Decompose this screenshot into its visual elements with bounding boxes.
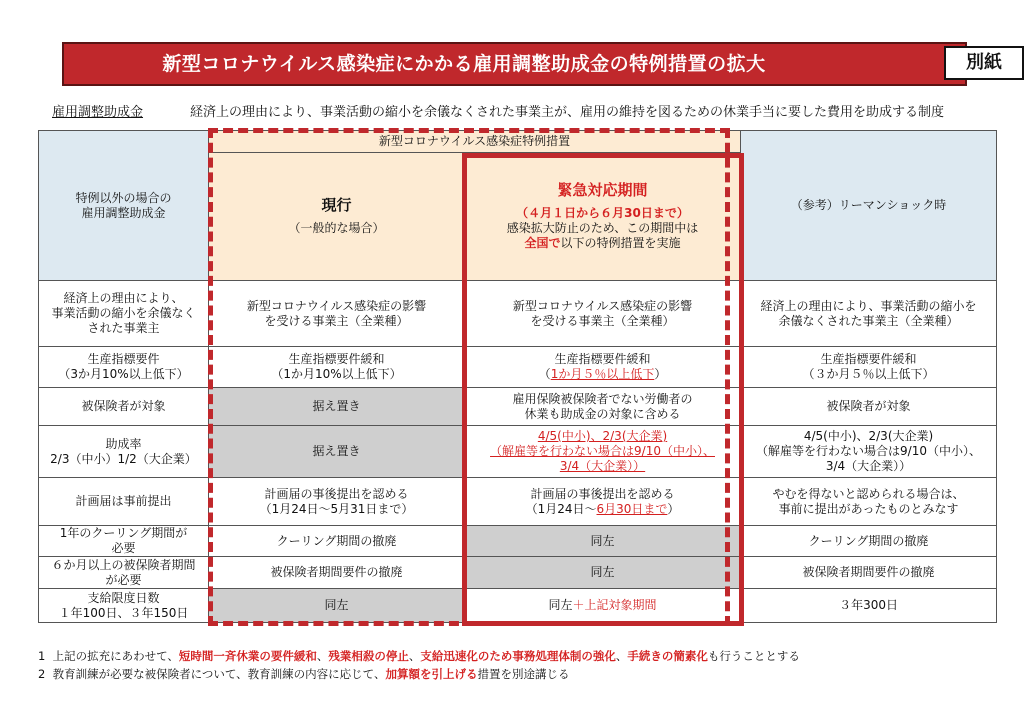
table-row	[39, 526, 997, 557]
line: 生産指標要件	[87, 352, 160, 366]
cell-emergency	[465, 388, 741, 426]
line: （1月24日～5月31日まで）	[259, 501, 414, 516]
cell-lehman	[741, 347, 997, 388]
cell-emergency	[465, 478, 741, 526]
line: （3か月10%以上低下）	[58, 367, 189, 381]
paren: （	[538, 367, 551, 381]
cell-lehman: クーリング期間の撤廃	[741, 526, 997, 557]
cell-normal	[39, 557, 209, 589]
paren: ）	[667, 501, 680, 516]
line: （1か月10%以上低下）	[271, 367, 402, 381]
emergency-nationwide: 全国で	[524, 235, 561, 250]
line: を受ける事業主（全業種）	[264, 313, 409, 328]
line: 生産指標要件緩和	[554, 352, 651, 366]
line: が必要	[105, 572, 142, 587]
date-start: （1月24日～	[525, 501, 597, 516]
footnote-2	[38, 665, 800, 683]
highlight: 1か月５％以上低下	[550, 367, 655, 381]
same-as-left: 同左	[548, 598, 573, 612]
cell-emergency: 同左	[465, 526, 741, 557]
emergency-note-rest: 以下の特例措置を実施	[560, 235, 681, 250]
special-measures-header: 新型コロナウイルス感染症特例措置	[209, 131, 741, 153]
note-text: 上記の拡充にあわせて、	[52, 649, 179, 663]
line: （３か月５％以上低下）	[802, 367, 935, 381]
cell-emergency	[465, 347, 741, 388]
subtitle-description: 経済上の理由により、事業活動の縮小を余儀なくされた事業主が、雇用の維持を図るための休業手当に要した費用を助成する制度	[190, 105, 945, 120]
note-emphasis: 支給迅速化のため事務処理体制の強化	[420, 649, 616, 663]
emergency-title: 緊急対応期間	[557, 180, 648, 199]
cell-current	[209, 347, 465, 388]
line: 経済上の理由により、	[63, 291, 184, 305]
header-emergency	[465, 153, 741, 281]
cell-normal	[39, 526, 209, 557]
cell-normal: 計画届は事前提出	[39, 478, 209, 526]
line: 雇用保険被保険者でない労働者の	[512, 391, 693, 406]
cell-lehman: 被保険者が対象	[741, 388, 997, 426]
cell-current: 据え置き	[209, 388, 465, 426]
title-banner	[62, 42, 1002, 86]
paren: ）	[654, 367, 667, 381]
note-text: 措置を別途講じる	[477, 667, 570, 681]
header-normal-line: 雇用調整助成金	[81, 205, 166, 220]
subtitle-label: 雇用調整助成金	[52, 105, 144, 120]
cell-normal	[39, 281, 209, 347]
line: （解雇等を行わない場合は9/10（中小）、	[490, 444, 715, 458]
cell-lehman: ３年300日	[741, 589, 997, 623]
cell-emergency: 同左	[465, 557, 741, 589]
line: 休業も助成金の対象に含める	[524, 406, 681, 421]
table-row	[39, 281, 997, 347]
line: （解雇等を行わない場合は9/10（中小）、	[756, 444, 981, 458]
note-text: も行うこととする	[707, 649, 800, 663]
note-text: 、	[316, 649, 329, 663]
comparison-table	[38, 130, 997, 623]
line: 2/3（中小）1/2（大企業）	[50, 451, 197, 466]
cell-current	[209, 281, 465, 347]
table-row	[39, 347, 997, 388]
line: 4/5(中小)、2/3(大企業)	[537, 429, 668, 443]
line: 事業活動の縮小を余儀なく	[51, 306, 196, 320]
line: 必要	[111, 541, 136, 555]
cell-current: 被保険者期間要件の撤廃	[209, 557, 465, 589]
line	[467, 367, 738, 382]
line: 余儀なくされた事業主（全業種）	[778, 313, 959, 328]
note-number: 2	[38, 667, 46, 681]
table-row	[39, 589, 997, 623]
line: 経済上の理由により、事業活動の縮小を	[760, 298, 977, 313]
highlight: 6月30日まで	[596, 501, 668, 516]
cell-current	[209, 478, 465, 526]
cell-normal: 被保険者が対象	[39, 388, 209, 426]
note-emphasis: 手続きの簡素化	[627, 649, 708, 663]
attachment-badge: 別紙	[944, 46, 1024, 80]
line	[467, 502, 738, 517]
cell-lehman	[741, 426, 997, 478]
line: 3/4（大企業））	[559, 459, 646, 473]
cell-normal	[39, 589, 209, 623]
page-title: 新型コロナウイルス感染症にかかる雇用調整助成金の特例措置の拡大	[162, 53, 766, 75]
line: 3/4（大企業））	[825, 459, 912, 473]
line: 生産指標要件緩和	[288, 352, 385, 366]
table-row	[39, 388, 997, 426]
cell-emergency	[465, 426, 741, 478]
note-number: 1	[38, 649, 46, 663]
footnote-1	[38, 647, 800, 665]
note-text: 、	[615, 649, 628, 663]
line: 1年のクーリング期間が	[59, 526, 188, 540]
line: 生産指標要件緩和	[820, 352, 917, 366]
line: を受ける事業主（全業種）	[530, 313, 675, 328]
line: 新型コロナウイルス感染症の影響	[512, 298, 693, 313]
note-text: 、	[408, 649, 421, 663]
note-emphasis: 短時間一斉休業の要件緩和	[178, 649, 317, 663]
note-emphasis: 残業相殺の停止	[328, 649, 409, 663]
highlight: ＋上記対象期間	[572, 598, 657, 612]
cell-normal	[39, 347, 209, 388]
footnotes	[38, 647, 800, 683]
table-row	[39, 426, 997, 478]
cell-current: 同左	[209, 589, 465, 623]
cell-current: 据え置き	[209, 426, 465, 478]
line: 新型コロナウイルス感染症の影響	[246, 298, 427, 313]
cell-current: クーリング期間の撤廃	[209, 526, 465, 557]
line: 助成率	[105, 436, 142, 451]
line: １年100日、３年150日	[58, 605, 189, 620]
header-current	[209, 153, 465, 281]
header-normal	[39, 131, 209, 281]
current-title: 現行	[321, 195, 352, 214]
cell-lehman	[741, 478, 997, 526]
header-normal-line: 特例以外の場合の	[75, 190, 172, 205]
emergency-period: （４月１日から６月30日まで）	[516, 205, 689, 220]
line: 4/5(中小)、2/3(大企業)	[803, 429, 934, 443]
cell-lehman	[741, 281, 997, 347]
line: 計画届の事後提出を認める	[264, 486, 409, 501]
line: された事業主	[87, 321, 160, 335]
cell-lehman: 被保険者期間要件の撤廃	[741, 557, 997, 589]
line: 事前に提出があったものとみなす	[778, 501, 959, 516]
current-subtitle: （一般的な場合）	[288, 220, 385, 235]
cell-emergency	[465, 281, 741, 347]
cell-normal	[39, 426, 209, 478]
cell-emergency	[465, 589, 741, 623]
line: ６か月以上の被保険者期間	[51, 557, 196, 572]
table-row	[39, 478, 997, 526]
line: やむを得ないと認められる場合は、	[772, 486, 965, 501]
emergency-note2	[467, 236, 738, 251]
note-emphasis: 加算額を引上げる	[385, 667, 478, 681]
line: 支給限度日数	[87, 590, 160, 605]
note-text: 教育訓練が必要な被保険者について、教育訓練の内容に応じて、	[52, 667, 386, 681]
table-row	[39, 557, 997, 589]
header-lehman: （参考）リーマンショック時	[741, 131, 997, 281]
emergency-note: 感染拡大防止のため、この期間中は	[506, 220, 699, 235]
line: 計画届の事後提出を認める	[530, 486, 675, 501]
